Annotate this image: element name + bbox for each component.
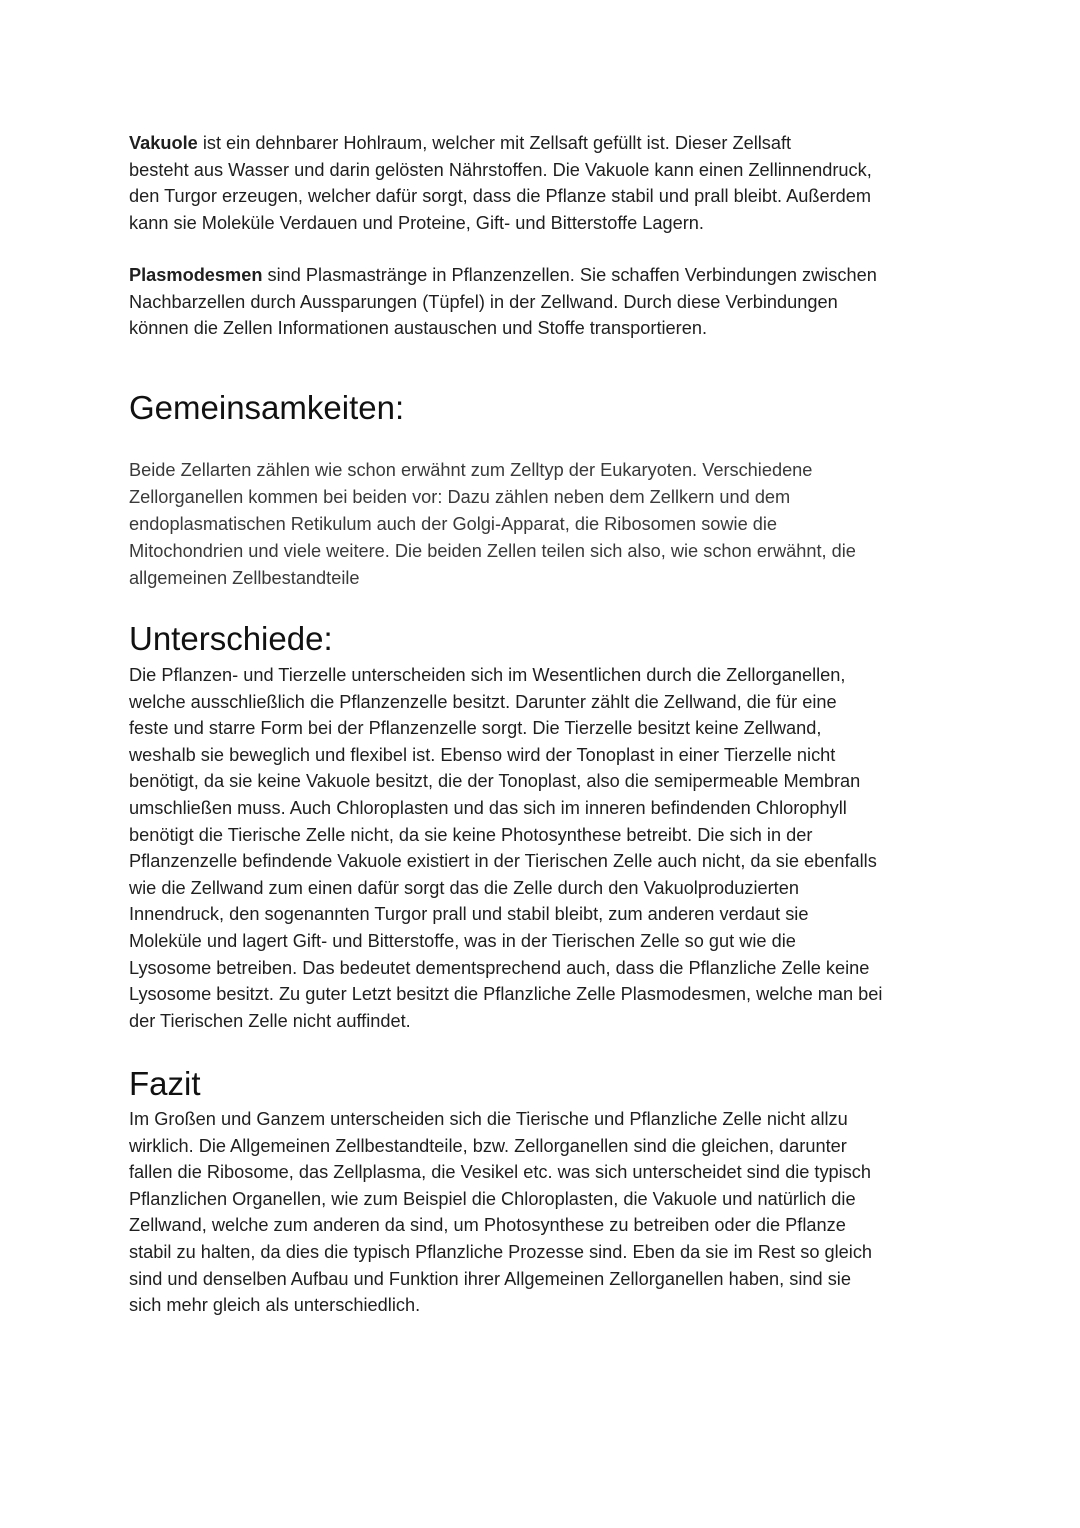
fazit-line: sind und denselben Aufbau und Funktion ihrer Allgemeinen Zellorganellen haben, sind sie — [129, 1268, 851, 1289]
gemeinsamkeiten-line: endoplasmatischen Retikulum auch der Golgi-Apparat, die Ribosomen sowie die — [129, 514, 778, 534]
gemeinsamkeiten-heading: Gemeinsamkeiten: — [129, 389, 405, 426]
unterschiede-line: wie die Zellwand zum einen dafür sorgt das die Zelle durch den Vakuolproduzierten — [129, 877, 799, 898]
unterschiede-line: Innendruck, den sogenannten Turgor prall und stabil bleibt, zum anderen verdaut sie — [129, 904, 809, 925]
fazit-line: Zellwand, welche zum anderen da sind, um Photosynthese zu betreiben oder die Pflanze — [129, 1215, 846, 1236]
unterschiede-paragraph — [129, 662, 959, 1034]
gemeinsamkeiten-line: allgemeinen Zellbestandteile — [129, 568, 360, 588]
vakuole-line: kann sie Moleküle Verdauen und Proteine, Gift- und Bitterstoffe Lagern. — [129, 212, 704, 233]
fazit-line: Pflanzlichen Organellen, wie zum Beispiel die Chloroplasten, die Vakuole und natürlich die — [129, 1188, 856, 1209]
gemeinsamkeiten-heading-block — [129, 388, 959, 428]
plasmodesmen-line-1-text: sind Plasmastränge in Pflanzenzellen. Sie schaffen Verbindungen zwischen — [267, 265, 877, 285]
unterschiede-line: feste und starre Form bei der Pflanzenzelle sorgt. Die Tierzelle besitzt keine Zellwand, — [129, 718, 822, 739]
gemeinsamkeiten-line: Beide Zellarten zählen wie schon erwähnt zum Zelltyp der Eukaryoten. Verschiedene — [129, 460, 813, 480]
vakuole-line-1-text: ist ein dehnbarer Hohlraum, welcher mit Zellsaft gefüllt ist. Dieser Zellsaft — [202, 133, 792, 153]
unterschiede-line: Lysosome betreiben. Das bedeutet dementsprechend auch, dass die Pflanzliche Zelle keine — [129, 957, 870, 978]
vakuole-term: Vakuole — [129, 133, 198, 153]
fazit-line: wirklich. Die Allgemeinen Zellbestandteile, bzw. Zellorganellen sind die gleichen, darunter — [129, 1135, 847, 1156]
unterschiede-line: benötigt die Tierische Zelle nicht, da sie keine Photosynthese betreibt. Die sich in der — [129, 824, 813, 845]
fazit-line: Im Großen und Ganzem unterscheiden sich die Tierische und Pflanzliche Zelle nicht allzu — [129, 1109, 848, 1129]
vakuole-line: den Turgor erzeugen, welcher dafür sorgt, dass die Pflanze stabil und prall bleibt. Außerdem — [129, 186, 872, 207]
unterschiede-line: umschließen muss. Auch Chloroplasten und das sich im inneren befindenden Chlorophyll — [129, 797, 847, 818]
vakuole-paragraph — [129, 130, 959, 236]
plasmodesmen-paragraph — [129, 262, 959, 342]
unterschiede-line: Moleküle und lagert Gift- und Bitterstoffe, was in der Tierischen Zelle so gut wie die — [129, 930, 796, 951]
vakuole-line-1 — [129, 130, 959, 157]
gemeinsamkeiten-paragraph — [129, 457, 959, 592]
fazit-paragraph — [129, 1106, 959, 1319]
fazit-line: sich mehr gleich als unterschiedlich. — [129, 1295, 421, 1316]
gemeinsamkeiten-line: Zellorganellen kommen bei beiden vor: Dazu zählen neben dem Zellkern und dem — [129, 487, 791, 507]
unterschiede-line: der Tierischen Zelle nicht auffindet. — [129, 1010, 411, 1031]
gemeinsamkeiten-line: Mitochondrien und viele weitere. Die beiden Zellen teilen sich also, wie schon erwähnt, die — [129, 541, 856, 561]
unterschiede-line: Die Pflanzen- und Tierzelle unterscheiden sich im Wesentlichen durch die Zellorganellen, — [129, 665, 846, 685]
unterschiede-line: weshalb sie beweglich und flexibel ist. Ebenso wird der Tonoplast in einer Tierzelle nicht — [129, 744, 836, 765]
plasmodesmen-term: Plasmodesmen — [129, 265, 263, 285]
plasmodesmen-line: können die Zellen Informationen austauschen und Stoffe transportieren. — [129, 318, 708, 339]
vakuole-line: besteht aus Wasser und darin gelösten Nährstoffen. Die Vakuole kann einen Zellinnendruck, — [129, 159, 872, 180]
unterschiede-heading-block — [129, 619, 959, 659]
unterschiede-line: Pflanzenzelle befindende Vakuole existiert in der Tierischen Zelle auch nicht, da sie ebenfalls — [129, 851, 877, 872]
fazit-heading: Fazit — [129, 1065, 201, 1102]
fazit-line: stabil zu halten, da dies die typisch Pflanzliche Prozesse sind. Eben da sie im Rest so gleich — [129, 1241, 873, 1262]
plasmodesmen-line: Nachbarzellen durch Aussparungen (Tüpfel) in der Zellwand. Durch diese Verbindungen — [129, 291, 838, 312]
unterschiede-heading: Unterschiede: — [129, 620, 333, 657]
plasmodesmen-line-1 — [129, 262, 959, 289]
unterschiede-line: welche ausschließlich die Pflanzenzelle besitzt. Darunter zählt die Zellwand, die für eine — [129, 691, 837, 712]
unterschiede-line: benötigt, da sie keine Vakuole besitzt, die der Tonoplast, also die semipermeable Membran — [129, 771, 861, 792]
fazit-line: fallen die Ribosome, das Zellplasma, die Vesikel etc. was sich unterscheidet sind die typisch — [129, 1162, 872, 1183]
fazit-heading-block — [129, 1064, 959, 1104]
unterschiede-line: Lysosome besitzt. Zu guter Letzt besitzt die Pflanzliche Zelle Plasmodesmen, welche man bei — [129, 984, 883, 1005]
